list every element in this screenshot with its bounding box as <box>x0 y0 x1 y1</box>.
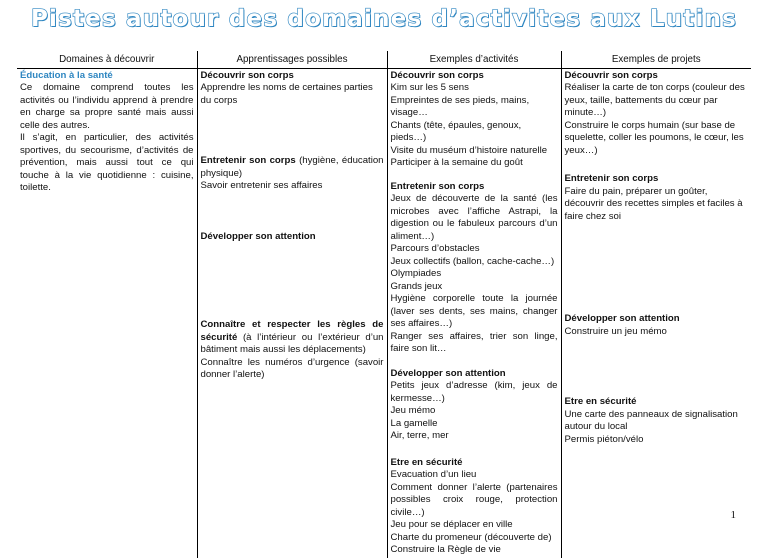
learning-s3-title: Développer son attention <box>200 230 316 242</box>
page-title: Pistes autour des domaines d’activites aux Lutins <box>30 6 738 32</box>
learning-cell <box>197 68 387 558</box>
domain-description-2: Il s’agit, en particulier, des activités sportives, du secourisme, d’activités de prévention, mais aussi tout ce qui touche à la vie quotidienne : cuisine, toilette. <box>20 132 194 193</box>
list-item: Air, terre, mer <box>390 430 449 441</box>
header-domaines: Domaines à découvrir <box>17 51 197 68</box>
table-header-row <box>17 51 751 68</box>
project-s1-title: Découvrir son corps <box>564 69 658 81</box>
list-item: Jeu pour se déplacer en ville <box>390 519 513 530</box>
activity-s4-title: Etre en sécurité <box>390 456 463 468</box>
project-s2-title: Entretenir son corps <box>564 173 659 184</box>
list-item: Evacuation d’un lieu <box>390 469 477 480</box>
learning-s1-title: Découvrir son corps <box>200 69 294 81</box>
list-item: Jeux de découverte de la santé (les microbes avec l’affiche Astrapi, la digestion ou le fabuleux parcours d’un aliment…) <box>390 193 558 242</box>
domain-cell <box>17 68 197 558</box>
header-apprentissages: Apprentissages possibles <box>197 51 387 68</box>
list-item: Comment donner l’alerte (partenaires possibles croix rouge, protection civile…) <box>390 481 558 518</box>
list-item: Construire le corps humain (sur base de squelette, coller les poumons, le cœur, les yeux…) <box>564 119 744 156</box>
list-item: La gamelle <box>390 417 438 429</box>
learning-s4 <box>201 319 384 357</box>
list-item: Parcours d’obstacles <box>390 243 480 254</box>
list-item: Empreintes de ses pieds, mains, visage… <box>390 94 530 118</box>
learning-s2 <box>201 155 384 180</box>
list-item: Petits jeux d’adresse (kim, jeux de kermesse…) <box>390 380 558 404</box>
page-number: 1 <box>730 509 736 521</box>
list-item: Chants (tête, épaules, genoux, pieds…) <box>390 119 522 143</box>
list-item: Charte du promeneur (découverte de) <box>390 531 552 543</box>
list-item: Faire du pain, préparer un goûter, découvrir des recettes simples et faciles à faire chez soi <box>564 185 743 222</box>
activity-s3-title: Développer son attention <box>390 367 506 379</box>
domain-description: Ce domaine comprend toutes les activités ou l’individu apprend à prendre en charge sa propre santé mais aussi celle des autres. <box>20 82 194 131</box>
learning-s4-title: Connaître et respecter les règles de sécurité <box>200 319 384 343</box>
list-item: Construire la Règle de vie <box>390 544 501 555</box>
list-item: Une carte des panneaux de signalisation autour du local <box>564 408 738 432</box>
table-row <box>17 68 751 558</box>
domain-heading: Éducation à la santé <box>20 69 113 81</box>
list-item: Jeux collectifs (ballon, cache-cache…) <box>390 255 555 267</box>
activity-s1-title: Découvrir son corps <box>390 69 484 81</box>
activity-s2-title: Entretenir son corps <box>390 180 485 192</box>
list-item: Visite du muséum d’histoire naturelle <box>390 144 548 156</box>
list-item: Ranger ses affaires, trier son linge, faire son lit… <box>390 330 558 354</box>
learning-s4-rest: (à l’intérieur ou l’extérieur d’un bâtiment mais aussi les déplacements) <box>200 331 384 355</box>
projects-cell <box>561 68 751 558</box>
activities-table <box>17 51 751 558</box>
project-s3-title: Développer son attention <box>564 313 680 324</box>
learning-s2-text: Savoir entretenir ses affaires <box>200 180 323 191</box>
list-item: Jeu mémo <box>390 405 436 416</box>
list-item: Hygiène corporelle toute la journée (laver ses dents, ses mains, changer ses affaires…) <box>390 293 558 329</box>
header-activites: Exemples d’activités <box>387 51 561 68</box>
learning-s2-title: Entretenir son corps <box>200 155 296 166</box>
learning-s4-text: Connaître les numéros d’urgence (savoir donner l’alerte) <box>200 356 384 380</box>
activities-cell <box>387 68 561 558</box>
header-projets: Exemples de projets <box>561 51 751 68</box>
list-item: Participer à la semaine du goût <box>390 157 523 168</box>
list-item: Olympiades <box>390 268 442 279</box>
list-item: Permis piéton/vélo <box>564 433 644 445</box>
list-item: Kim sur les 5 sens <box>390 82 469 93</box>
list-item: Réaliser la carte de ton corps (couleur des yeux, taille, battements du cœur par minute…) <box>564 82 745 118</box>
learning-s2-rest: (hygiène, éducation physique) <box>200 155 384 179</box>
list-item: Grands jeux <box>390 280 443 292</box>
learning-s1-text: Apprendre les noms de certaines parties du corps <box>200 82 373 106</box>
project-s4-title: Etre en sécurité <box>564 396 637 407</box>
list-item: Construire un jeu mémo <box>564 325 667 337</box>
